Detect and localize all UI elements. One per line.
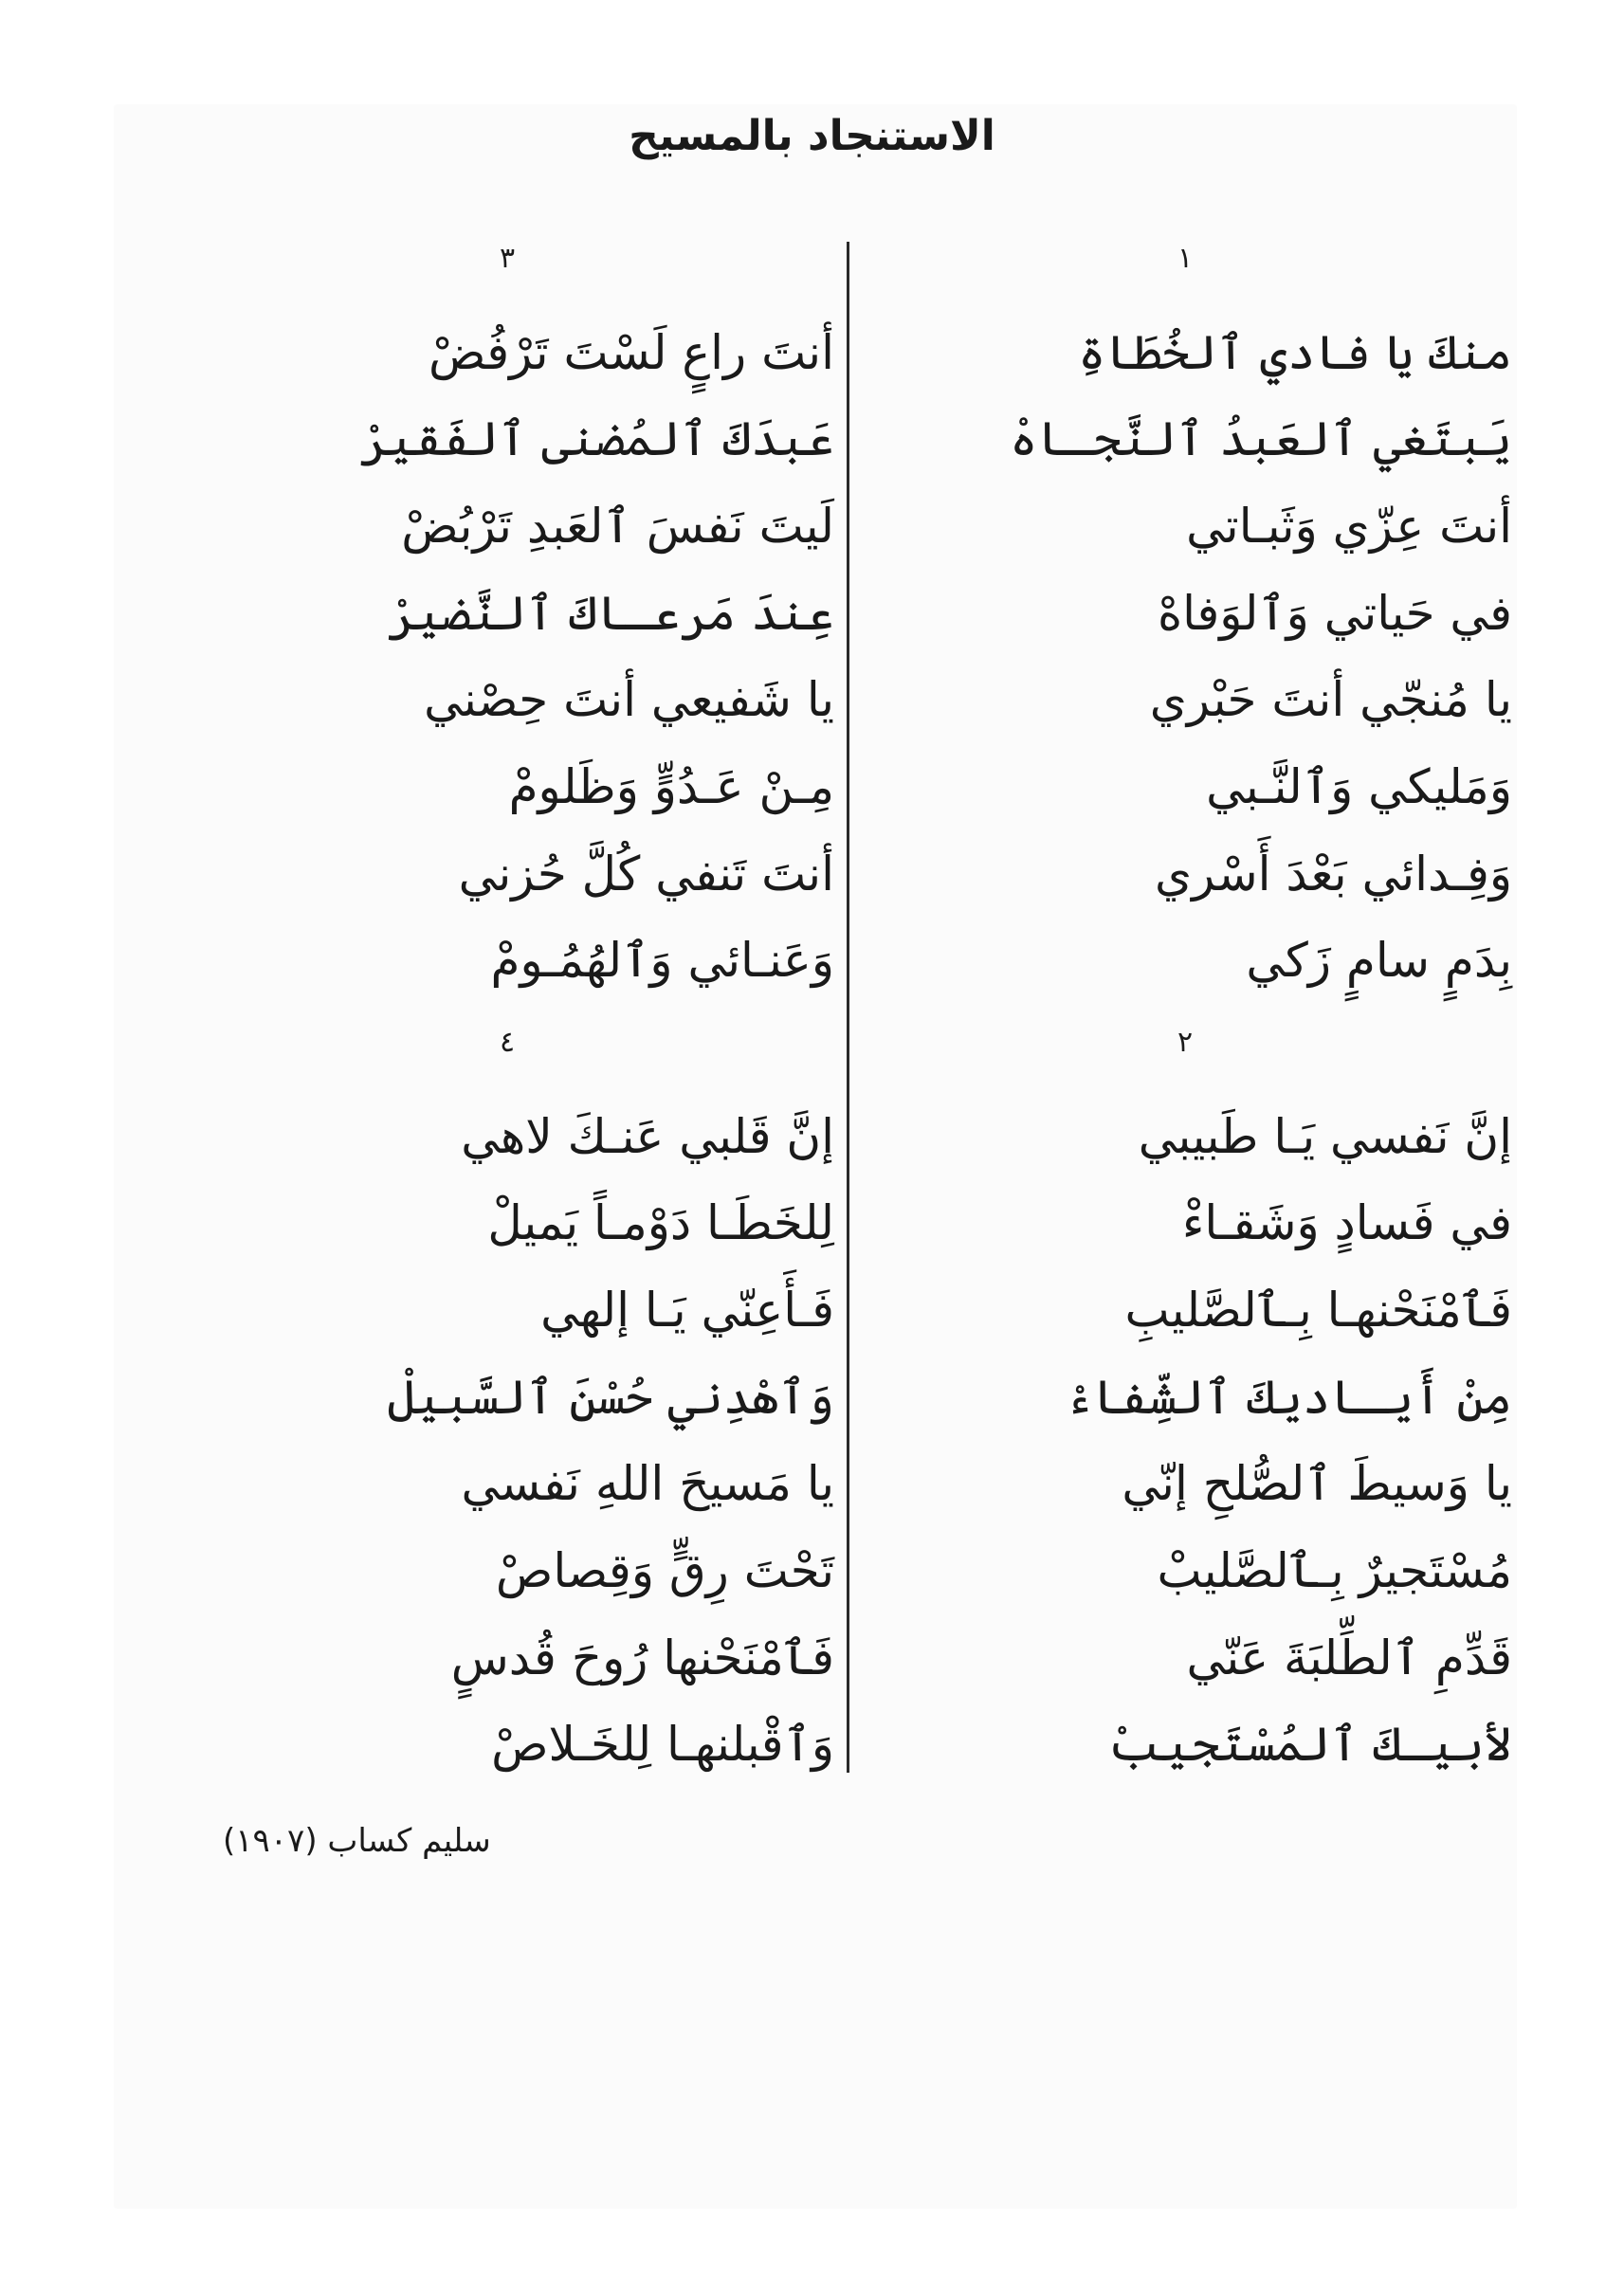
verse-line: وَٱهْدِني حُسْنَ ٱلسَّبيلْ: [387, 1370, 834, 1425]
verse-line: لَيتَ نَفسَ ٱلعَبدِ تَرْبُضْ: [401, 499, 834, 554]
author-signature: سليم كساب (١٩٠٧): [223, 1822, 491, 1860]
verse-line: إنَّ نَفسي يَـا طَبيبي: [1138, 1109, 1512, 1164]
verse-line: فَٱمْنَحْنها رُوحَ قُدسٍ: [450, 1630, 834, 1685]
stanza-number: ٤: [499, 1026, 516, 1059]
verse-line: منكَ يا فادي ٱلخُطَاةِ: [1078, 325, 1512, 380]
stanza-number: ٢: [1177, 1026, 1194, 1059]
verse-line: مِـنْ عَـدُوٍّ وَظَلومْ: [508, 759, 834, 814]
column-divider: [847, 242, 849, 1773]
page-title: الاستنجاد بالمسيح: [629, 112, 995, 160]
verse-line: أنتَ عِزّي وَثَبـاتي: [1186, 499, 1512, 554]
verse-line: قَدِّمِ ٱلطِّلبَةَ عَنّي: [1186, 1630, 1512, 1685]
verse-line: وَفِـدائي بَعْدَ أَسْري: [1154, 847, 1512, 902]
stanza-number: ١: [1177, 242, 1194, 275]
verse-line: يا مُنجّي أنتَ حَبْري: [1149, 672, 1512, 727]
verse-line: بِدَمٍ سامٍ زَكي: [1246, 933, 1512, 988]
verse-line: يا مَسيحَ اللهِ نَفسي: [461, 1456, 834, 1511]
verse-line: لِلخَطَـا دَوْمـاً يَميلْ: [487, 1195, 834, 1250]
verse-line: في حَياتي وَٱلوَفاهْ: [1157, 586, 1512, 641]
verse-line: تَحْتَ رِقٍّ وَقِصاصْ: [495, 1543, 834, 1598]
verse-line: أنتَ راعٍ لَسْتَ تَرْفُضْ: [428, 325, 834, 380]
verse-line: إنَّ قَلبي عَنـكَ لاهي: [461, 1109, 834, 1164]
verse-line: يا وَسيطَ ٱلصُّلحِ إنّي: [1122, 1456, 1512, 1511]
verse-line: وَٱقْبلنهـا لِلخَـلاصْ: [491, 1717, 834, 1772]
verse-line: فَـأَعِنّي يَـا إلهي: [540, 1283, 834, 1338]
verse-line: عَبدَكَ ٱلمُضنى ٱلفَقيرْ: [359, 411, 834, 466]
verse-line: مِنْ أَيـاديكَ ٱلشِّفاءْ: [1065, 1370, 1512, 1425]
verse-line: مُسْتَجيرٌ بِـٱلصَّليبْ: [1157, 1543, 1512, 1598]
verse-line: أنتَ تَنفي كُلَّ حُزني: [458, 847, 834, 902]
verse-line: لأبيـكَ ٱلمُسْتَجيبْ: [1107, 1717, 1512, 1772]
verse-line: عِندَ مَرعـاكَ ٱلنَّضيرْ: [387, 586, 834, 641]
verse-line: وَعَنـائي وَٱلهُمُـومْ: [490, 933, 834, 988]
verse-line: يا شَفيعي أنتَ حِصْني: [424, 672, 834, 727]
verse-line: في فَسادٍ وَشَقـاءْ: [1181, 1195, 1512, 1250]
verse-line: وَمَليكي وَٱلنَّـبي: [1206, 759, 1512, 814]
stanza-number: ٣: [499, 242, 516, 275]
verse-line: يَبتَغي ٱلعَبدُ ٱلنَّجـاهْ: [1010, 411, 1512, 466]
verse-line: فَٱمْنَحْنهـا بِـٱلصَّليبِ: [1124, 1283, 1512, 1338]
